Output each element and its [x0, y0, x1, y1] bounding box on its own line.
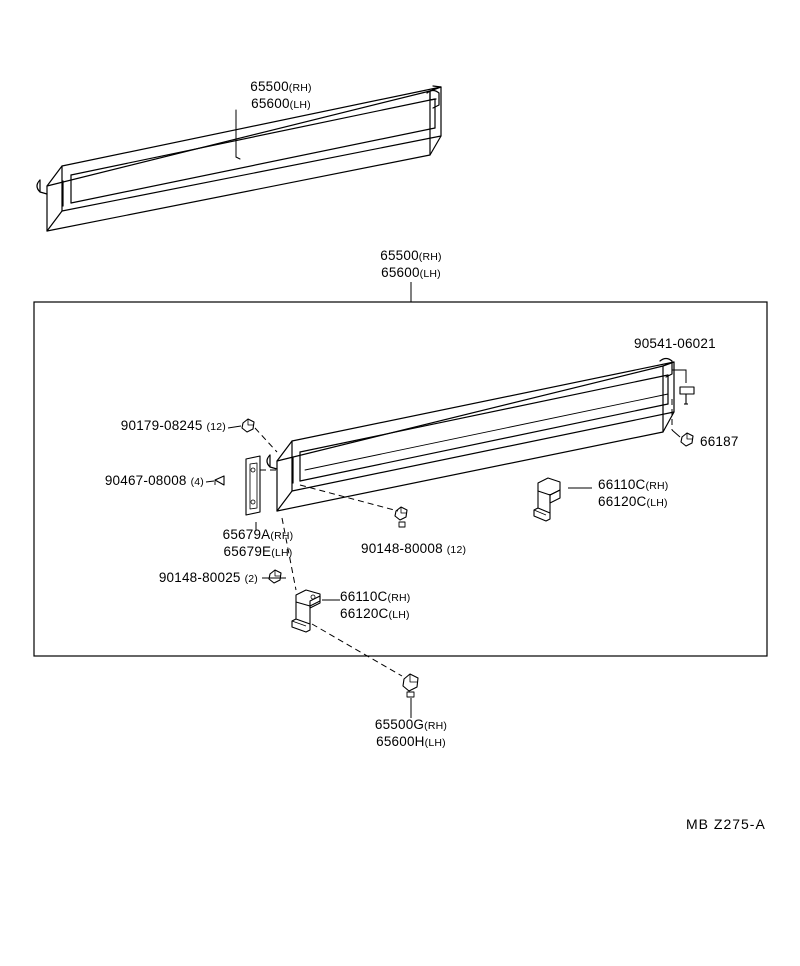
callout-bracket-66110-upper	[598, 477, 668, 511]
part-code-line: 90467-08008 (4)	[104, 473, 204, 488]
part-code-line: 90148-80008 (12)	[361, 541, 467, 556]
part-code-line: 66110C(RH)	[340, 589, 411, 604]
part-code-line: 90541-06021	[634, 336, 716, 351]
callout-screw-90179	[40, 418, 226, 435]
part-code-line: 65679A(RH)	[222, 527, 294, 542]
part-code-line: 66110C(RH)	[598, 477, 669, 492]
part-code-line: 66120C(LH)	[598, 494, 668, 509]
callout-bracket-66110-lower	[340, 589, 410, 623]
part-code-line: 90148-80025 (2)	[158, 570, 258, 585]
diagram-footer-code: MB Z275-A	[686, 816, 766, 832]
top-assembly-code	[196, 79, 366, 113]
part-code-line: 66120C(LH)	[340, 606, 410, 621]
part-code-line: 65600H(LH)	[376, 734, 446, 749]
callout-nut-90467	[24, 473, 204, 490]
part-code-line: 65500(RH)	[250, 79, 312, 94]
part-code-line: 65600(LH)	[251, 96, 311, 111]
part-code-line: 65500G(RH)	[374, 717, 448, 732]
part-code-line: 90179-08245 (12)	[120, 418, 226, 433]
callout-bolt-90541	[634, 336, 716, 353]
callout-bolt-90148-80025	[76, 570, 258, 587]
callout-clip-66187	[700, 434, 739, 451]
part-code-line: 66187	[700, 434, 739, 449]
part-code-line: 65500(RH)	[380, 248, 442, 263]
callout-cap-65500g	[331, 717, 491, 751]
part-code-line: 65600(LH)	[381, 265, 441, 280]
callout-hinge-65679	[178, 527, 338, 561]
panel-assembly-code	[326, 248, 496, 282]
part-code-line: 65679E(LH)	[223, 544, 293, 559]
callout-bolt-90148-80008	[361, 541, 466, 558]
